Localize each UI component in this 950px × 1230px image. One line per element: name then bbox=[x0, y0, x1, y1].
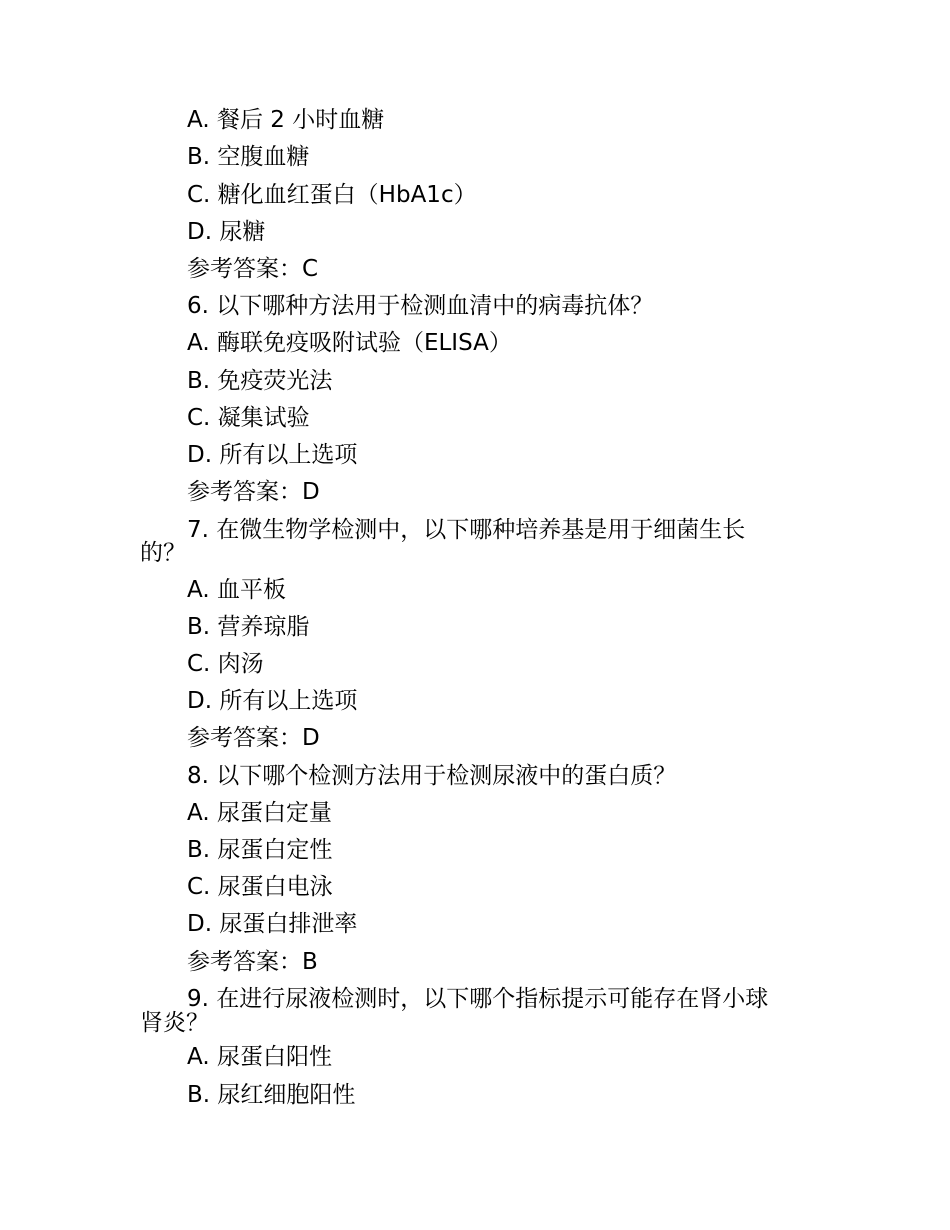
question-8: 8. 以下哪个检测方法用于检测尿液中的蛋白质？ bbox=[187, 763, 677, 789]
option-d-q6: D. 所有以上选项 bbox=[187, 442, 358, 468]
option-b-q7: B. 营养琼脂 bbox=[187, 614, 310, 640]
question-6: 6. 以下哪种方法用于检测血清中的病毒抗体？ bbox=[187, 293, 654, 319]
question-9-continuation: 肾炎？ bbox=[140, 1010, 209, 1036]
option-c-q7: C. 肉汤 bbox=[187, 651, 264, 677]
question-7: 7. 在微生物学检测中，以下哪种培养基是用于细菌生长 bbox=[187, 517, 746, 543]
option-a-q8: A. 尿蛋白定量 bbox=[187, 800, 332, 826]
option-c-q6: C. 凝集试验 bbox=[187, 405, 310, 431]
question-9: 9. 在进行尿液检测时，以下哪个指标提示可能存在肾小球 bbox=[187, 986, 769, 1012]
option-b-q6: B. 免疫荧光法 bbox=[187, 368, 333, 394]
option-d-q7: D. 所有以上选项 bbox=[187, 688, 358, 714]
option-b-q8: B. 尿蛋白定性 bbox=[187, 837, 333, 863]
option-a-q9: A. 尿蛋白阳性 bbox=[187, 1044, 332, 1070]
option-b-q5: B. 空腹血糖 bbox=[187, 144, 310, 170]
option-a-q7: A. 血平板 bbox=[187, 577, 286, 603]
option-d-q5: D. 尿糖 bbox=[187, 219, 266, 245]
option-b-q9: B. 尿红细胞阳性 bbox=[187, 1082, 356, 1108]
answer-q8: 参考答案：B bbox=[187, 949, 318, 975]
answer-q5: 参考答案：C bbox=[187, 256, 319, 282]
option-c-q5: C. 糖化血红蛋白（HbA1c） bbox=[187, 182, 477, 208]
answer-q6: 参考答案：D bbox=[187, 479, 320, 505]
option-d-q8: D. 尿蛋白排泄率 bbox=[187, 911, 358, 937]
option-a-q5: A. 餐后 2 小时血糖 bbox=[187, 107, 385, 133]
answer-q7: 参考答案：D bbox=[187, 725, 320, 751]
option-c-q8: C. 尿蛋白电泳 bbox=[187, 874, 333, 900]
question-7-continuation: 的？ bbox=[140, 540, 186, 566]
option-a-q6: A. 酶联免疫吸附试验（ELISA） bbox=[187, 330, 512, 356]
